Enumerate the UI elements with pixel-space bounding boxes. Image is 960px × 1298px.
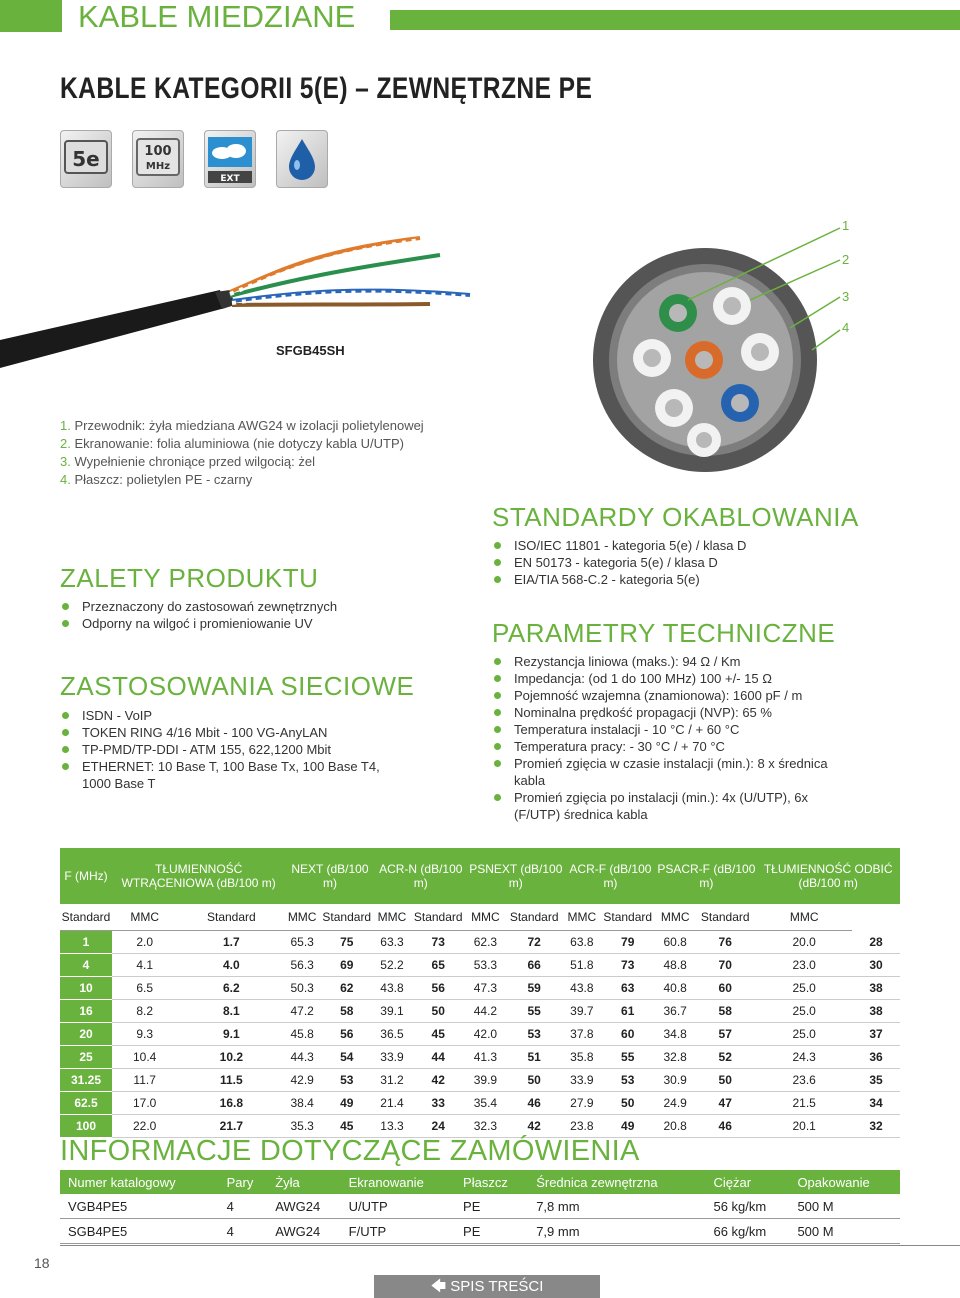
sub-header-cell: Standard: [504, 904, 565, 931]
table-cell: 53: [319, 1069, 375, 1092]
table-cell: 36.7: [656, 1000, 694, 1023]
table-cell: 62.3: [467, 931, 504, 954]
table-cell: 65.3: [285, 931, 319, 954]
svg-text:5e: 5e: [72, 147, 100, 171]
column-header: Numer katalogowy: [60, 1170, 219, 1194]
column-header: PSACR-F (dB/100 m): [656, 848, 756, 904]
list-item: Odporny na wilgoć i promieniowanie UV: [60, 615, 460, 632]
table-cell: 24.3: [756, 1046, 852, 1069]
technical-heading: PARAMETRY TECHNICZNE: [492, 618, 836, 648]
table-cell: 8.1: [177, 1000, 285, 1023]
table-row: [60, 1023, 900, 1046]
section-title: KABLE MIEDZIANE: [78, 0, 356, 34]
table-cell: 25.0: [756, 1023, 852, 1046]
table-cell: 41.3: [467, 1046, 504, 1069]
sub-header-cell: Standard: [599, 904, 656, 931]
table-cell: 70: [694, 954, 756, 977]
order-table: [60, 1170, 900, 1244]
table-cell: 47.3: [467, 977, 504, 1000]
table-row: [60, 1092, 900, 1115]
table-cell: 37.8: [565, 1023, 600, 1046]
list-item: Temperatura pracy: - 30 °C / + 70 °C: [492, 738, 832, 755]
table-cell: 32.3: [467, 1115, 504, 1138]
table-cell: 40.8: [656, 977, 694, 1000]
list-item: TOKEN RING 4/16 Mbit - 100 VG-AnyLAN: [60, 724, 380, 741]
cable-description: [60, 417, 424, 489]
table-cell: 35.3: [285, 1115, 319, 1138]
table-cell: 6.5: [112, 977, 177, 1000]
header-bar-right: [390, 10, 960, 30]
table-cell: 17.0: [112, 1092, 177, 1115]
table-cell: 4: [219, 1219, 268, 1244]
arrow-left-icon: 🡄: [430, 1278, 447, 1295]
sub-header-cell: MMC: [112, 904, 177, 931]
table-cell: 23.8: [565, 1115, 600, 1138]
table-cell: 61: [599, 1000, 656, 1023]
table-cell: 55: [599, 1046, 656, 1069]
list-item: Temperatura instalacji - 10 °C / + 60 °C: [492, 721, 832, 738]
table-cell: 50: [599, 1092, 656, 1115]
table-cell: 16.8: [177, 1092, 285, 1115]
table-cell: 65: [409, 954, 467, 977]
table-cell: 43.8: [565, 977, 600, 1000]
table-cell: 4.1: [112, 954, 177, 977]
sub-header-cell: Standard: [60, 904, 112, 931]
table-cell: 51.8: [565, 954, 600, 977]
table-cell: 53.3: [467, 954, 504, 977]
table-cell: 11.7: [112, 1069, 177, 1092]
table-cell: 45: [319, 1115, 375, 1138]
table-cell: 51: [504, 1046, 565, 1069]
description-item: 2. Ekranowanie: folia aluminiowa (nie dotyczy kabla U/UTP): [60, 436, 404, 451]
table-cell: 46: [504, 1092, 565, 1115]
table-cell: 10.2: [177, 1046, 285, 1069]
ext-icon: [204, 130, 256, 188]
svg-text:100: 100: [144, 144, 172, 159]
list-item: ETHERNET: 10 Base T, 100 Base Tx, 100 Base T4, 1000 Base T: [60, 758, 380, 792]
table-cell: 50: [504, 1069, 565, 1092]
sub-header-cell: Standard: [409, 904, 467, 931]
table-cell: 24: [409, 1115, 467, 1138]
table-cell: 37: [852, 1023, 900, 1046]
table-cell: 21.5: [756, 1092, 852, 1115]
svg-text:MHz: MHz: [145, 161, 171, 172]
table-cell: 59: [504, 977, 565, 1000]
cross-section-number-2: 2: [842, 252, 850, 267]
list-item: Nominalna prędkość propagacji (NVP): 65 %: [492, 704, 832, 721]
table-cell: 11.5: [177, 1069, 285, 1092]
table-cell: 22.0: [112, 1115, 177, 1138]
table-cell: 53: [504, 1023, 565, 1046]
cable-model-label: SFGB45SH: [276, 343, 345, 358]
list-item: ISDN - VoIP: [60, 707, 380, 724]
table-cell: 62: [319, 977, 375, 1000]
sub-header-cell: MMC: [565, 904, 600, 931]
table-cell: 21.4: [375, 1092, 410, 1115]
table-cell: 63.8: [565, 931, 600, 954]
table-cell: 44.2: [467, 1000, 504, 1023]
toc-button[interactable]: [374, 1275, 600, 1298]
table-cell: 35.8: [565, 1046, 600, 1069]
table-cell: 42.9: [285, 1069, 319, 1092]
table-cell: 33: [409, 1092, 467, 1115]
sub-header-row: [60, 904, 900, 931]
network-list: [60, 707, 380, 792]
table-cell: 43.8: [375, 977, 410, 1000]
table-cell: 42.0: [467, 1023, 504, 1046]
frequency-cell: 10: [60, 977, 112, 1000]
sub-header-cell: MMC: [656, 904, 694, 931]
table-row: [60, 1000, 900, 1023]
table-cell: 56: [319, 1023, 375, 1046]
frequency-cell: 62.5: [60, 1092, 112, 1115]
table-cell: 50: [694, 1069, 756, 1092]
table-cell: 38: [852, 1000, 900, 1023]
table-cell: 4.0: [177, 954, 285, 977]
description-item: 4. Płaszcz: polietylen PE - czarny: [60, 472, 253, 487]
table-cell: 49: [599, 1115, 656, 1138]
table-row: [60, 1069, 900, 1092]
table-cell: 45.8: [285, 1023, 319, 1046]
list-item: ISO/IEC 11801 - kategoria 5(e) / klasa D: [492, 537, 892, 554]
table-cell: 57: [694, 1023, 756, 1046]
table-cell: 31.2: [375, 1069, 410, 1092]
table-cell: 39.1: [375, 1000, 410, 1023]
table-cell: 60: [694, 977, 756, 1000]
table-cell: 23.6: [756, 1069, 852, 1092]
table-cell: 44: [409, 1046, 467, 1069]
column-header: TŁUMIENNOŚĆ WTRĄCENIOWA (dB/100 m): [112, 848, 285, 904]
table-cell: 1.7: [177, 931, 285, 954]
table-cell: 75: [319, 931, 375, 954]
svg-text:EXT: EXT: [220, 174, 240, 184]
frequency-cell: 4: [60, 954, 112, 977]
column-header: Płaszcz: [455, 1170, 528, 1194]
list-item: Pojemność wzajemna (znamionowa): 1600 pF / m: [492, 687, 832, 704]
table-row: [60, 931, 900, 954]
table-cell: 32.8: [656, 1046, 694, 1069]
table-cell: 35: [852, 1069, 900, 1092]
table-cell: 42: [409, 1069, 467, 1092]
column-header: Ciężar: [705, 1170, 789, 1194]
page-title: KABLE KATEGORII 5(E) – ZEWNĘTRZNE PE: [60, 72, 593, 105]
table-row: [60, 954, 900, 977]
table-cell: 36: [852, 1046, 900, 1069]
parameters-table: [60, 848, 900, 1138]
100mhz-icon: [132, 130, 184, 188]
table-cell: 39.9: [467, 1069, 504, 1092]
table-cell: 58: [319, 1000, 375, 1023]
table-cell: 20.1: [756, 1115, 852, 1138]
table-cell: 27.9: [565, 1092, 600, 1115]
water-drop-icon: [276, 130, 328, 188]
table-cell: 30: [852, 954, 900, 977]
table-cell: 73: [599, 954, 656, 977]
standards-heading: STANDARDY OKABLOWANIA: [492, 502, 859, 532]
sub-header-cell: MMC: [756, 904, 852, 931]
table-cell: 63.3: [375, 931, 410, 954]
table-cell: 79: [599, 931, 656, 954]
page-number: 18: [34, 1255, 50, 1271]
column-header: Pary: [219, 1170, 268, 1194]
table-cell: 500 M: [789, 1194, 900, 1219]
advantages-heading: ZALETY PRODUKTU: [60, 563, 319, 593]
table-cell: 66: [504, 954, 565, 977]
table-cell: 23.0: [756, 954, 852, 977]
list-item: Przeznaczony do zastosowań zewnętrznych: [60, 598, 460, 615]
table-cell: 500 M: [789, 1219, 900, 1244]
cable-photo: [0, 200, 480, 375]
table-cell: 69: [319, 954, 375, 977]
table-cell: 63: [599, 977, 656, 1000]
table-cell: 8.2: [112, 1000, 177, 1023]
table-cell: 76: [694, 931, 756, 954]
list-item: EN 50173 - kategoria 5(e) / klasa D: [492, 554, 892, 571]
list-item: Impedancja: (od 1 do 100 MHz) 100 +/- 15 Ω: [492, 670, 832, 687]
frequency-cell: 25: [60, 1046, 112, 1069]
standards-list: [492, 537, 892, 588]
frequency-cell: 31.25: [60, 1069, 112, 1092]
table-cell: 39.7: [565, 1000, 600, 1023]
table-cell: 52: [694, 1046, 756, 1069]
table-cell: 58: [694, 1000, 756, 1023]
column-header: Średnica zewnętrzna: [528, 1170, 705, 1194]
freq-header: F (MHz): [60, 848, 112, 904]
table-cell: 42: [504, 1115, 565, 1138]
cable-cross-section: [590, 200, 900, 520]
cross-section-number-4: 4: [842, 320, 850, 335]
table-cell: 44.3: [285, 1046, 319, 1069]
column-header: ACR-F (dB/100 m): [565, 848, 657, 904]
toc-button-label: SPIS TREŚCI: [450, 1278, 544, 1295]
table-cell: 13.3: [375, 1115, 410, 1138]
table-cell: 38.4: [285, 1092, 319, 1115]
frequency-cell: 1: [60, 931, 112, 954]
table-cell: 52.2: [375, 954, 410, 977]
table-cell: 50.3: [285, 977, 319, 1000]
table-cell: 73: [409, 931, 467, 954]
table-cell: 60.8: [656, 931, 694, 954]
table-cell: 2.0: [112, 931, 177, 954]
table-cell: 25.0: [756, 977, 852, 1000]
table-cell: PE: [455, 1194, 528, 1219]
table-cell: 47.2: [285, 1000, 319, 1023]
technical-list: [492, 653, 832, 823]
column-header: Żyła: [267, 1170, 340, 1194]
header-bar-left: [0, 0, 62, 32]
table-cell: 7,8 mm: [528, 1194, 705, 1219]
cross-section-number-3: 3: [842, 289, 850, 304]
table-cell: 46: [694, 1115, 756, 1138]
frequency-cell: 100: [60, 1115, 112, 1138]
table-cell: 30.9: [656, 1069, 694, 1092]
list-item: Promień zgięcia w czasie instalacji (min.): 8 x średnica kabla: [492, 755, 832, 789]
network-heading: ZASTOSOWANIA SIECIOWE: [60, 671, 415, 701]
table-cell: 28: [852, 931, 900, 954]
column-header: Opakowanie: [789, 1170, 900, 1194]
list-item: Rezystancja liniowa (maks.): 94 Ω / Km: [492, 653, 832, 670]
table-cell: 56 kg/km: [705, 1194, 789, 1219]
table-cell: 36.5: [375, 1023, 410, 1046]
table-cell: 54: [319, 1046, 375, 1069]
table-cell: 33.9: [565, 1069, 600, 1092]
table-cell: 72: [504, 931, 565, 954]
column-header: Ekranowanie: [341, 1170, 455, 1194]
table-cell: 66 kg/km: [705, 1219, 789, 1244]
sub-header-cell: Standard: [694, 904, 756, 931]
table-row: [60, 1219, 900, 1244]
table-cell: 4: [219, 1194, 268, 1219]
table-cell: 20.8: [656, 1115, 694, 1138]
sub-header-cell: Standard: [177, 904, 285, 931]
table-cell: 53: [599, 1069, 656, 1092]
list-item: EIA/TIA 568-C.2 - kategoria 5(e): [492, 571, 892, 588]
table-cell: 48.8: [656, 954, 694, 977]
description-item: 1. Przewodnik: żyła miedziana AWG24 w izolacji polietylenowej: [60, 418, 424, 433]
table-cell: 21.7: [177, 1115, 285, 1138]
table-cell: 20.0: [756, 931, 852, 954]
column-header: NEXT (dB/100 m): [285, 848, 374, 904]
sub-header-cell: Standard: [319, 904, 375, 931]
list-item: Promień zgięcia po instalacji (min.): 4x (U/UTP), 6x (F/UTP) średnica kabla: [492, 789, 832, 823]
table-cell: 34: [852, 1092, 900, 1115]
table-cell: 25.0: [756, 1000, 852, 1023]
table-cell: 55: [504, 1000, 565, 1023]
table-cell: 60: [599, 1023, 656, 1046]
table-cell: 56.3: [285, 954, 319, 977]
order-heading: INFORMACJE DOTYCZĄCE ZAMÓWIENIA: [60, 1135, 640, 1167]
table-cell: 50: [409, 1000, 467, 1023]
description-item: 3. Wypełnienie chroniące przed wilgocią: żel: [60, 454, 315, 469]
table-cell: 49: [319, 1092, 375, 1115]
column-header: ACR-N (dB/100 m): [375, 848, 467, 904]
sub-header-cell: MMC: [285, 904, 319, 931]
table-cell: 34.8: [656, 1023, 694, 1046]
footer-divider: [60, 1245, 960, 1246]
table-cell: 6.2: [177, 977, 285, 1000]
table-row: [60, 1046, 900, 1069]
cat5e-icon: [60, 130, 112, 188]
table-cell: 38: [852, 977, 900, 1000]
frequency-cell: 20: [60, 1023, 112, 1046]
table-cell: U/UTP: [341, 1194, 455, 1219]
table-cell: 35.4: [467, 1092, 504, 1115]
table-row: [60, 977, 900, 1000]
table-cell: 33.9: [375, 1046, 410, 1069]
table-cell: PE: [455, 1219, 528, 1244]
table-cell: 9.3: [112, 1023, 177, 1046]
sub-header-cell: MMC: [375, 904, 410, 931]
cross-section-number-1: 1: [842, 218, 850, 233]
list-item: TP-PMD/TP-DDI - ATM 155, 622,1200 Mbit: [60, 741, 380, 758]
table-cell: SGB4PE5: [60, 1219, 219, 1244]
table-cell: 47: [694, 1092, 756, 1115]
table-cell: 56: [409, 977, 467, 1000]
table-cell: 45: [409, 1023, 467, 1046]
advantages-list: [60, 598, 460, 632]
sub-header-cell: MMC: [467, 904, 504, 931]
table-cell: VGB4PE5: [60, 1194, 219, 1219]
table-cell: F/UTP: [341, 1219, 455, 1244]
table-row: [60, 1194, 900, 1219]
column-header: TŁUMIENNOŚĆ ODBIĆ (dB/100 m): [756, 848, 900, 904]
frequency-cell: 16: [60, 1000, 112, 1023]
column-header: PSNEXT (dB/100 m): [467, 848, 565, 904]
table-cell: 32: [852, 1115, 900, 1138]
table-cell: 7,9 mm: [528, 1219, 705, 1244]
table-cell: 10.4: [112, 1046, 177, 1069]
table-cell: 24.9: [656, 1092, 694, 1115]
table-cell: AWG24: [267, 1219, 340, 1244]
table-cell: AWG24: [267, 1194, 340, 1219]
table-cell: 9.1: [177, 1023, 285, 1046]
